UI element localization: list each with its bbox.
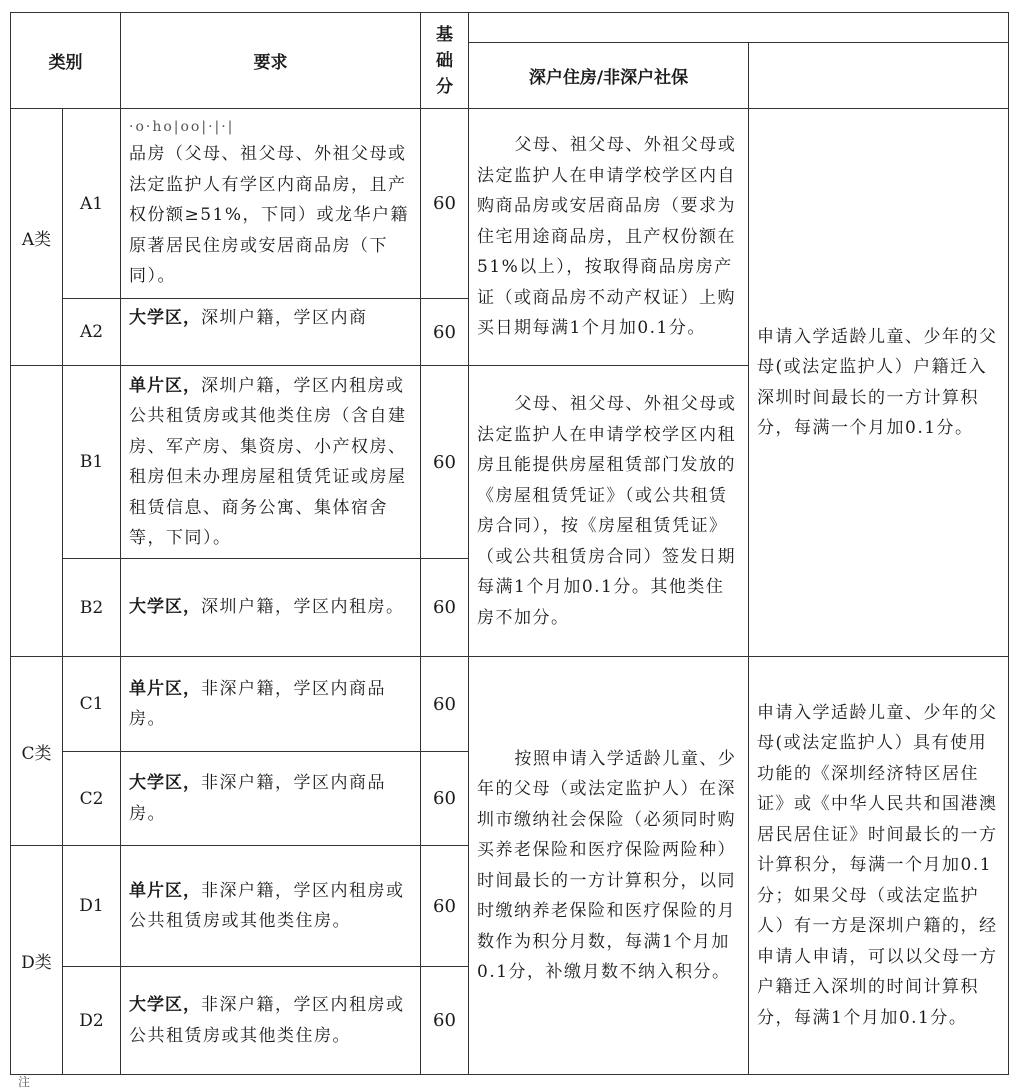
score-c2: 60: [421, 752, 469, 846]
header-housing: 深户住房/非深户社保: [469, 43, 749, 109]
header-score-text: 基础分: [436, 24, 453, 97]
category-b: [11, 366, 63, 657]
requirement-c2-text: 非深户籍，学区内商品房。: [129, 773, 386, 824]
score-a2: 60: [421, 299, 469, 366]
requirement-b2: [121, 559, 421, 657]
requirement-d1-bold: 单片区，: [129, 880, 201, 901]
header-requirement: 要求: [121, 13, 421, 109]
scribble-a1: ·o·ho|oo|·|·|: [129, 119, 235, 136]
header-score: [421, 13, 469, 109]
score-b2: 60: [421, 559, 469, 657]
requirement-a1-text: 品房（父母、祖父母、外祖父母或法定监护人有学区内商品房，且产权份额≥51%，下同）或龙华户籍原著居民住房或安居商品房（下同）。: [129, 144, 410, 287]
score-c1: 60: [421, 657, 469, 752]
requirement-a2-bold: 大学区，: [129, 308, 201, 328]
footer-note: 注: [18, 1075, 31, 1089]
requirement-b1-text: 深圳户籍，学区内租房或公共租赁房或其他类住房（含自建房、军产房、集资房、小产权房、租房但未办理房屋租赁凭证或房屋租赁信息、商务公寓、集体宿舍等，下同）。: [129, 375, 407, 548]
requirement-a2-text: 深圳户籍，学区内商: [201, 308, 368, 328]
hukou-cd: 申请入学适龄儿童、少年的父母(或法定监护人）具有使用功能的《深圳经济特区居住证》或《中华人民共和国港澳居民居住证》时间最长的一方计算积分，每满一个月加0.1分；如果父母（或法定监护人）有一方是深圳户籍的，经申请人申请，可以以父母一方户籍迁入深圳的时间计算积分，每满1个月加0.1分。: [749, 657, 1009, 1075]
requirement-c2-bold: 大学区，: [129, 773, 201, 793]
housing-a: 父母、祖父母、外祖父母或法定监护人在申请学校学区内自购商品房或安居商品房（要求为住宅用途商品房，且产权份额在51%以上），按取得商品房房产证（或商品房不动产权证）上购买日期每满1个月加0.1分。: [469, 109, 749, 366]
requirement-d1: [121, 846, 421, 967]
requirement-c2: [121, 752, 421, 846]
requirement-d2-bold: 大学区，: [129, 995, 201, 1015]
code-a2: A2: [63, 299, 121, 366]
code-d2: D2: [63, 967, 121, 1075]
category-c: C类: [11, 657, 63, 846]
code-b2: B2: [63, 559, 121, 657]
category-a: A类: [11, 109, 63, 366]
social-insurance-cd: 按照申请入学适龄儿童、少年的父母（或法定监护人）在深圳市缴纳社会保险（必须同时购买养老保险和医疗保险两险种）时间最长的一方计算积分，以同时缴纳养老保险和医疗保险的月数作为积分月数，每满1个月加0.1分，补缴月数不纳入积分。: [469, 657, 749, 1075]
code-c1: C1: [63, 657, 121, 752]
score-d2: 60: [421, 967, 469, 1075]
code-d1: D1: [63, 846, 121, 967]
header-blank-right: [749, 43, 1009, 109]
requirement-d1-text: 非深户籍，学区内租房或公共租赁房或其他类住房。: [129, 880, 405, 931]
requirement-c1-bold: 单片区，: [129, 678, 201, 699]
requirement-a2: [121, 299, 421, 366]
requirement-d2: [121, 967, 421, 1075]
hukou-ab: 申请入学适龄儿童、少年的父母(或法定监护人）户籍迁入深圳时间最长的一方计算积分，每满一个月加0.1分。: [749, 109, 1009, 657]
policy-table: [10, 12, 1009, 1075]
header-category: 类别: [11, 13, 121, 109]
requirement-c1-text: 非深户籍，学区内商品房。: [129, 678, 386, 729]
requirement-c1: [121, 657, 421, 752]
header-blank-top: [469, 13, 1009, 43]
score-a1: 60: [421, 109, 469, 299]
score-d1: 60: [421, 846, 469, 967]
requirement-d2-text: 非深户籍，学区内租房或公共租赁房或其他类住房。: [129, 995, 405, 1046]
requirement-b1-bold: 单片区，: [129, 375, 201, 396]
code-c2: C2: [63, 752, 121, 846]
code-b1: B1: [63, 366, 121, 559]
requirement-b2-bold: 大学区，: [129, 597, 201, 618]
code-a1: A1: [63, 109, 121, 299]
housing-b: 父母、祖父母、外祖父母或法定监护人在申请学校学区内租房且能提供房屋租赁部门发放的《房屋租赁凭证》（或公共租赁房合同），按《房屋租赁凭证》（或公共租赁房合同）签发日期每满1个月加0.1分。其他类住房不加分。: [469, 366, 749, 657]
score-b1: 60: [421, 366, 469, 559]
requirement-b1: [121, 366, 421, 559]
category-d: D类: [11, 846, 63, 1075]
requirement-b2-text: 深圳户籍，学区内租房。: [201, 597, 405, 618]
requirement-a1: [121, 109, 421, 299]
